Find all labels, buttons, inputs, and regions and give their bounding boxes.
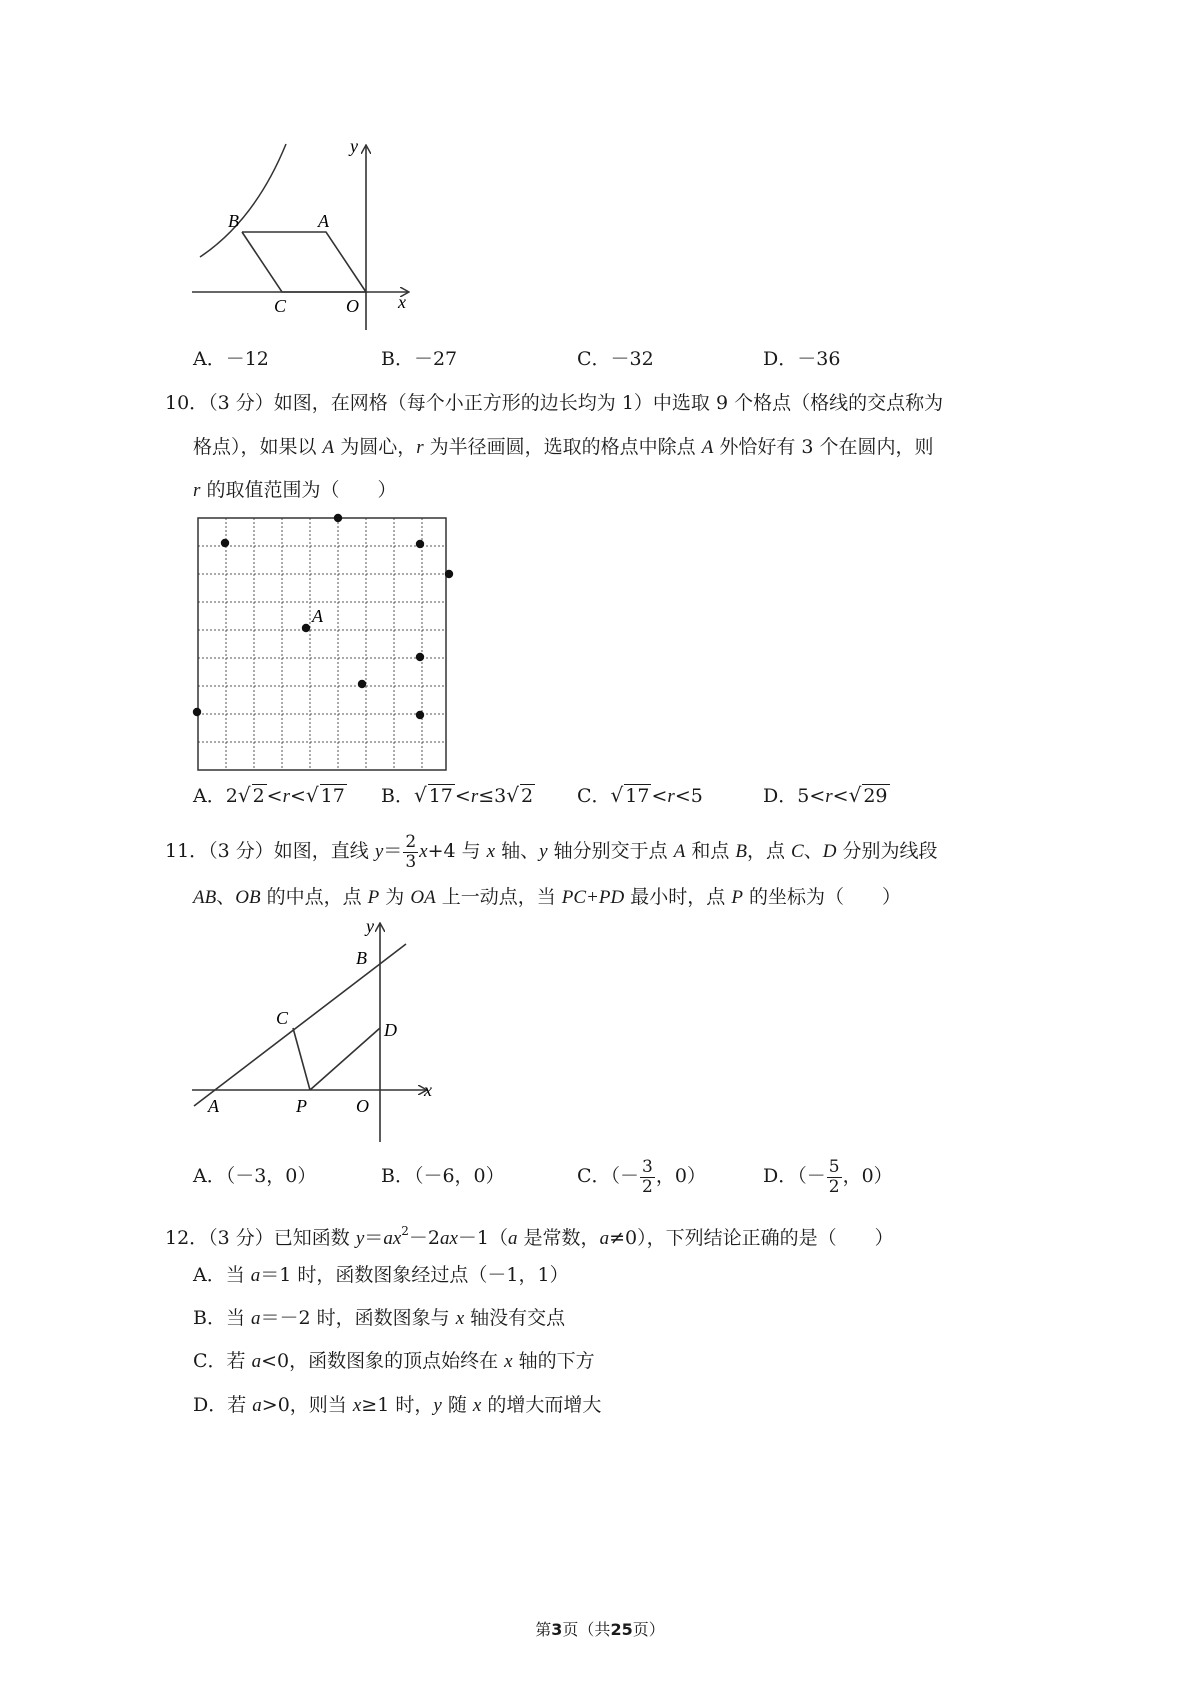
text: 为半径画圆，选取的格点中除点 [423,436,702,458]
q9-option-d[interactable]: D．－36 [763,348,841,370]
text: ≤3 [478,785,507,807]
q9-figure [190,140,430,340]
radicand: 2 [521,785,534,807]
q9-option-b[interactable]: B．－27 [381,348,458,370]
text: 轴分别交于点 [547,840,674,862]
var-r: r [470,786,479,807]
q11-label-D: D [384,1020,397,1040]
text: 是常数， [517,1227,600,1249]
lattice-point [221,539,229,547]
text: 格点），如果以 [193,436,323,458]
var-b: B [735,841,747,862]
q11-segment-pc [293,1028,310,1090]
q9-hyperbola [200,144,286,257]
q11-label-O: O [356,1096,369,1116]
lattice-point [358,680,366,688]
var-y: y [374,841,384,862]
q9-label-x: x [398,292,406,312]
page-footer [0,1617,1200,1640]
radicand: 29 [863,785,888,807]
q11-stem-line-2 [193,884,901,911]
denominator: 2 [642,1176,653,1197]
var-a: A [673,841,686,862]
q9-label-B: B [228,211,239,231]
text: 分别为线段 [836,840,938,862]
q11-label-C: C [276,1008,289,1028]
var-a: a [251,1351,262,1372]
q9-option-a[interactable]: A．－12 [193,348,269,370]
text: 轴的下方 [512,1350,595,1372]
text: 页） [632,1620,665,1639]
text: C．若 [193,1350,252,1372]
text: C．（－ [577,1165,640,1187]
text: 11．（3 分）如图，直线 [165,840,375,862]
text: －1（ [457,1227,509,1249]
q11-line-ab [194,944,406,1106]
var-a: A [322,437,335,458]
q9-option-c[interactable]: C．－32 [577,348,654,370]
text: 轴没有交点 [464,1307,566,1329]
var-r: r [193,480,201,501]
q10-grid-figure [190,512,460,776]
var-y: y [355,1228,365,1249]
q12-option-a[interactable] [193,1262,569,1289]
q10-label-A: A [312,606,323,626]
var-oa: OA [410,887,436,908]
radical-icon: √ [413,783,427,807]
var-a: a [508,1228,518,1249]
var-x: x [504,1351,513,1372]
var-ax: ax [383,1228,402,1249]
text: 随 [441,1394,473,1416]
text: 和点 [685,840,736,862]
text: 12．（3 分）已知函数 [165,1227,356,1249]
q10-grid-lines [198,518,446,770]
var-p: P [367,887,380,908]
var-r: r [825,786,833,807]
q11-option-d[interactable] [763,1153,893,1199]
var-d: D [822,841,837,862]
fraction [403,833,418,872]
page-number: 3 [551,1620,563,1639]
text: ＝1 时，函数图象经过点（－1，1） [260,1264,569,1286]
var-r: r [416,437,424,458]
text: 的坐标为（ ） [742,886,901,908]
exponent: 2 [401,1224,409,1238]
text: < [266,785,283,807]
q9-label-y: y [350,140,358,156]
text: B． [381,785,414,807]
q10-grid-border [198,518,446,770]
var-x: x [352,1395,362,1416]
q10-option-c[interactable] [577,782,703,810]
var-y: y [433,1395,442,1416]
var-r: r [282,786,290,807]
radical-icon: √ [305,783,319,807]
lattice-point [416,540,424,548]
text: < [454,785,471,807]
var-x: x [486,841,496,862]
var-ab: AB [193,887,217,908]
text: ≠0），下列结论正确的是（ ） [609,1227,894,1249]
text: B．当 [193,1307,252,1329]
var-a: a [252,1395,262,1416]
text: 为 [379,886,411,908]
var-a: A [701,437,714,458]
var-r: r [667,786,675,807]
text: ≥1 时， [361,1394,434,1416]
text: 最小时，点 [624,886,732,908]
lattice-point [193,708,201,716]
fraction [827,1158,842,1197]
q10-option-a[interactable] [193,782,347,810]
text: 的增大而增大 [481,1394,602,1416]
fraction [640,1158,655,1197]
text: <0，函数图象的顶点始终在 [261,1350,505,1372]
var-x: x [455,1308,465,1329]
q10-stem-line-3 [193,477,396,504]
text: < [832,785,849,807]
q10-option-d[interactable] [763,782,890,810]
q12-option-d[interactable] [193,1392,601,1419]
text: < [651,785,668,807]
text: 的中点，点 [260,886,368,908]
text: ，0） [842,1165,893,1187]
text: C． [577,785,611,807]
lattice-point [334,514,342,522]
lattice-point-a [302,624,310,632]
text: ＝－2 时，函数图象与 [260,1307,456,1329]
q11-label-A: A [208,1096,219,1116]
var-c: C [791,841,804,862]
text: D．（－ [763,1165,826,1187]
radical-icon: √ [610,783,624,807]
q12-stem [165,1218,894,1252]
var-a: a [251,1308,261,1329]
q10-stem-line-1: 10．（3 分）如图，在网格（每个小正方形的边长均为 1）中选取 9 个格点（格线的交点称为 [165,392,944,414]
text: ＝ [383,840,403,862]
var-a: a [250,1265,261,1286]
q11-label-P: P [296,1096,307,1116]
text: >0，则当 [261,1394,353,1416]
text: <5 [674,785,703,807]
q11-segment-pd [310,1028,380,1090]
lattice-point [416,653,424,661]
q12-option-c[interactable] [193,1348,595,1375]
text: A．当 [193,1264,251,1286]
radicand: 17 [625,785,650,807]
denominator: 3 [405,851,417,872]
radicand: 17 [320,785,345,807]
q11-option-c[interactable] [577,1153,706,1199]
q11-label-x: x [424,1080,432,1100]
text: 轴、 [495,840,540,862]
text: ，0） [655,1165,706,1187]
q11-figure [190,918,450,1148]
var-ob: OB [235,887,261,908]
q9-label-O: O [346,296,359,316]
var-y: y [539,841,548,862]
q10-stem-line-2 [193,434,934,461]
var-p: P [731,887,743,908]
q12-option-b[interactable] [193,1305,565,1332]
text: +4 与 [427,840,487,862]
total-pages: 25 [610,1620,633,1639]
q11-label-y: y [366,918,374,936]
var-a: a [599,1228,610,1249]
radical-icon: √ [506,783,519,807]
text: 第 [535,1620,552,1639]
text: < [289,785,306,807]
text: 页（共 [562,1620,611,1639]
q11-option-a[interactable]: A．（－3，0） [193,1165,317,1187]
text: D．若 [193,1394,253,1416]
numerator: 5 [828,1156,840,1177]
lattice-point [416,711,424,719]
q11-label-B: B [356,948,367,968]
numerator: 3 [642,1156,653,1177]
q10-option-b[interactable] [381,782,535,810]
q10-lattice-points [193,514,453,719]
text: 、 [803,840,823,862]
text: ，点 [747,840,792,862]
lattice-point [445,570,453,578]
numerator: 2 [405,831,417,852]
text: 的取值范围为（ ） [200,479,397,501]
q9-label-A: A [318,211,329,231]
radical-icon: √ [848,783,862,807]
denominator: 2 [828,1176,840,1197]
text: 为圆心， [334,436,417,458]
var-x: x [419,841,428,862]
text: 上一动点，当 [435,886,562,908]
var-ax: ax [439,1228,458,1249]
q9-label-C: C [274,296,287,316]
var-pc-pd: PC+PD [561,887,625,908]
text: ＝ [364,1227,384,1249]
text: A．2 [193,785,238,807]
q11-stem-line-1 [165,828,938,875]
radical-icon: √ [237,783,251,807]
var-x: x [472,1395,482,1416]
text: D．5< [763,785,826,807]
radicand: 17 [428,785,453,807]
q9-parallelogram [242,232,366,292]
text: 外恰好有 3 个在圆内，则 [713,436,934,458]
q11-option-b[interactable]: B．（－6，0） [381,1165,505,1187]
text: 、 [216,886,236,908]
text: －2 [408,1227,440,1249]
radicand: 2 [252,785,265,807]
